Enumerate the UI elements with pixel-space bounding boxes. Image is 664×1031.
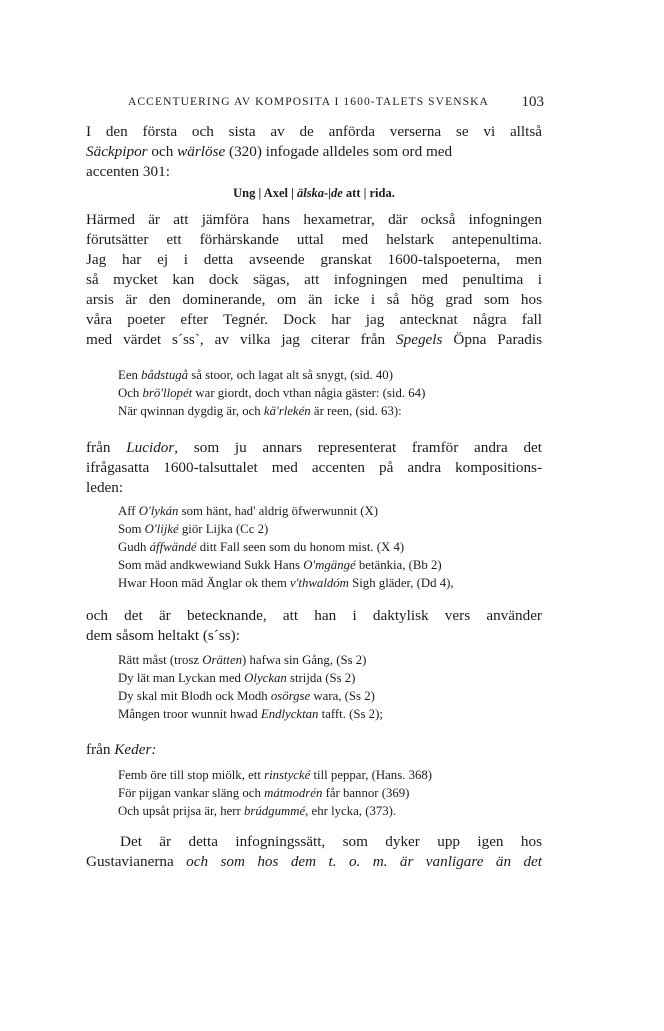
quotation-line: Och brö'llopét war giordt, doch vthan någia gäster: (sid. 64) — [118, 386, 426, 400]
text-line: leden: — [86, 479, 124, 496]
text-line: våra poeter efter Tegnér. Dock har jag antecknat några fall — [86, 311, 542, 328]
text-line: Gustavianerna och som hos dem t. o. m. är vanligare än det — [86, 853, 542, 870]
running-head-title: ACCENTUERING AV KOMPOSITA I 1600-TALETS SVENSKA — [128, 96, 489, 108]
text-line: arsis är den dominerande, om än icke i så hög grad som hos — [86, 291, 542, 308]
quotation-line: Mången troor wunnit hwad Endlycktan tafft. (Ss 2); — [118, 707, 383, 721]
text-line: Det är detta infogningssätt, som dyker upp igen hos — [120, 833, 542, 850]
quotation-line: Hwar Hoon mäd Änglar ok them v'thwaldóm Sigh gläder, (Dd 4), — [118, 576, 454, 590]
page-number: 103 — [521, 94, 544, 110]
text-line: så mycket kan dock sägas, att infogningen med penultima i — [86, 271, 542, 288]
quotation-line: Dy skal mit Blodh ock Modh osörgse wara, (Ss 2) — [118, 689, 375, 703]
quotation-line: Och upsåt prijsa är, herr brúdgummé, ehr lycka, (373). — [118, 804, 397, 818]
quotation-line: För pijgan vankar släng och mátmodrén får bannor (369) — [118, 786, 410, 800]
text-line: och det är betecknande, att han i daktylisk vers använder — [86, 607, 542, 624]
quotation-line: När qwinnan dygdig är, och kä'rlekén är reen, (sid. 63): — [118, 404, 402, 418]
quotation-line: Som mäd andkwewiand Sukk Hans O'mgängé betänkia, (Bb 2) — [118, 558, 442, 572]
quotation-line: Rätt måst (trosz Orätten) hafwa sin Gång, (Ss 2) — [118, 653, 367, 667]
quotation-line: Een bådstugå så stoor, och lagat alt så snygt, (sid. 40) — [118, 368, 393, 382]
text-line: I den första och sista av de anförda verserna se vi alltså — [86, 123, 542, 140]
text-line: dem såsom heltakt (s´ss): — [86, 627, 240, 644]
quotation-line: Femb öre till stop miölk, ett rinstycké till peppar, (Hans. 368) — [118, 768, 433, 782]
text-line: Ung | Axel | älska-|de att | rida. — [233, 186, 395, 200]
text-line: med värdet s´ss`, av vilka jag citerar från Spegels Öpna Paradis — [86, 331, 542, 348]
text-line: accenten 301: — [86, 163, 170, 180]
text-line: från Lucidor, som ju annars representerat framför andra det — [86, 439, 543, 456]
quotation-line: Dy lät man Lyckan med Olyckan strijda (Ss 2) — [118, 671, 356, 685]
text-line: Jag har ej i detta avseende granskat 1600-talspoeterna, men — [86, 251, 542, 268]
text-line: ifrågasatta 1600-talsuttalet med accenten på andra kompositions- — [86, 459, 542, 476]
text-line: Säckpipor och wärlöse (320) infogade alldeles som ord med — [86, 143, 453, 160]
quotation-line: Gudh áffwändé ditt Fall seen som du honom mist. (X 4) — [118, 540, 405, 554]
text-line: Härmed är att jämföra hans hexametrar, där också infogningen — [86, 211, 542, 228]
text-line: förutsätter ett förhärskande uttal med helstark antepenultima. — [86, 231, 542, 248]
text-line: från Keder: — [86, 741, 157, 758]
quotation-line: Som O'lijké giör Lijka (Cc 2) — [118, 522, 269, 536]
quotation-line: Aff O'lykán som hänt, had' aldrig öfwerwunnit (X) — [118, 504, 378, 518]
running-head — [128, 96, 544, 108]
